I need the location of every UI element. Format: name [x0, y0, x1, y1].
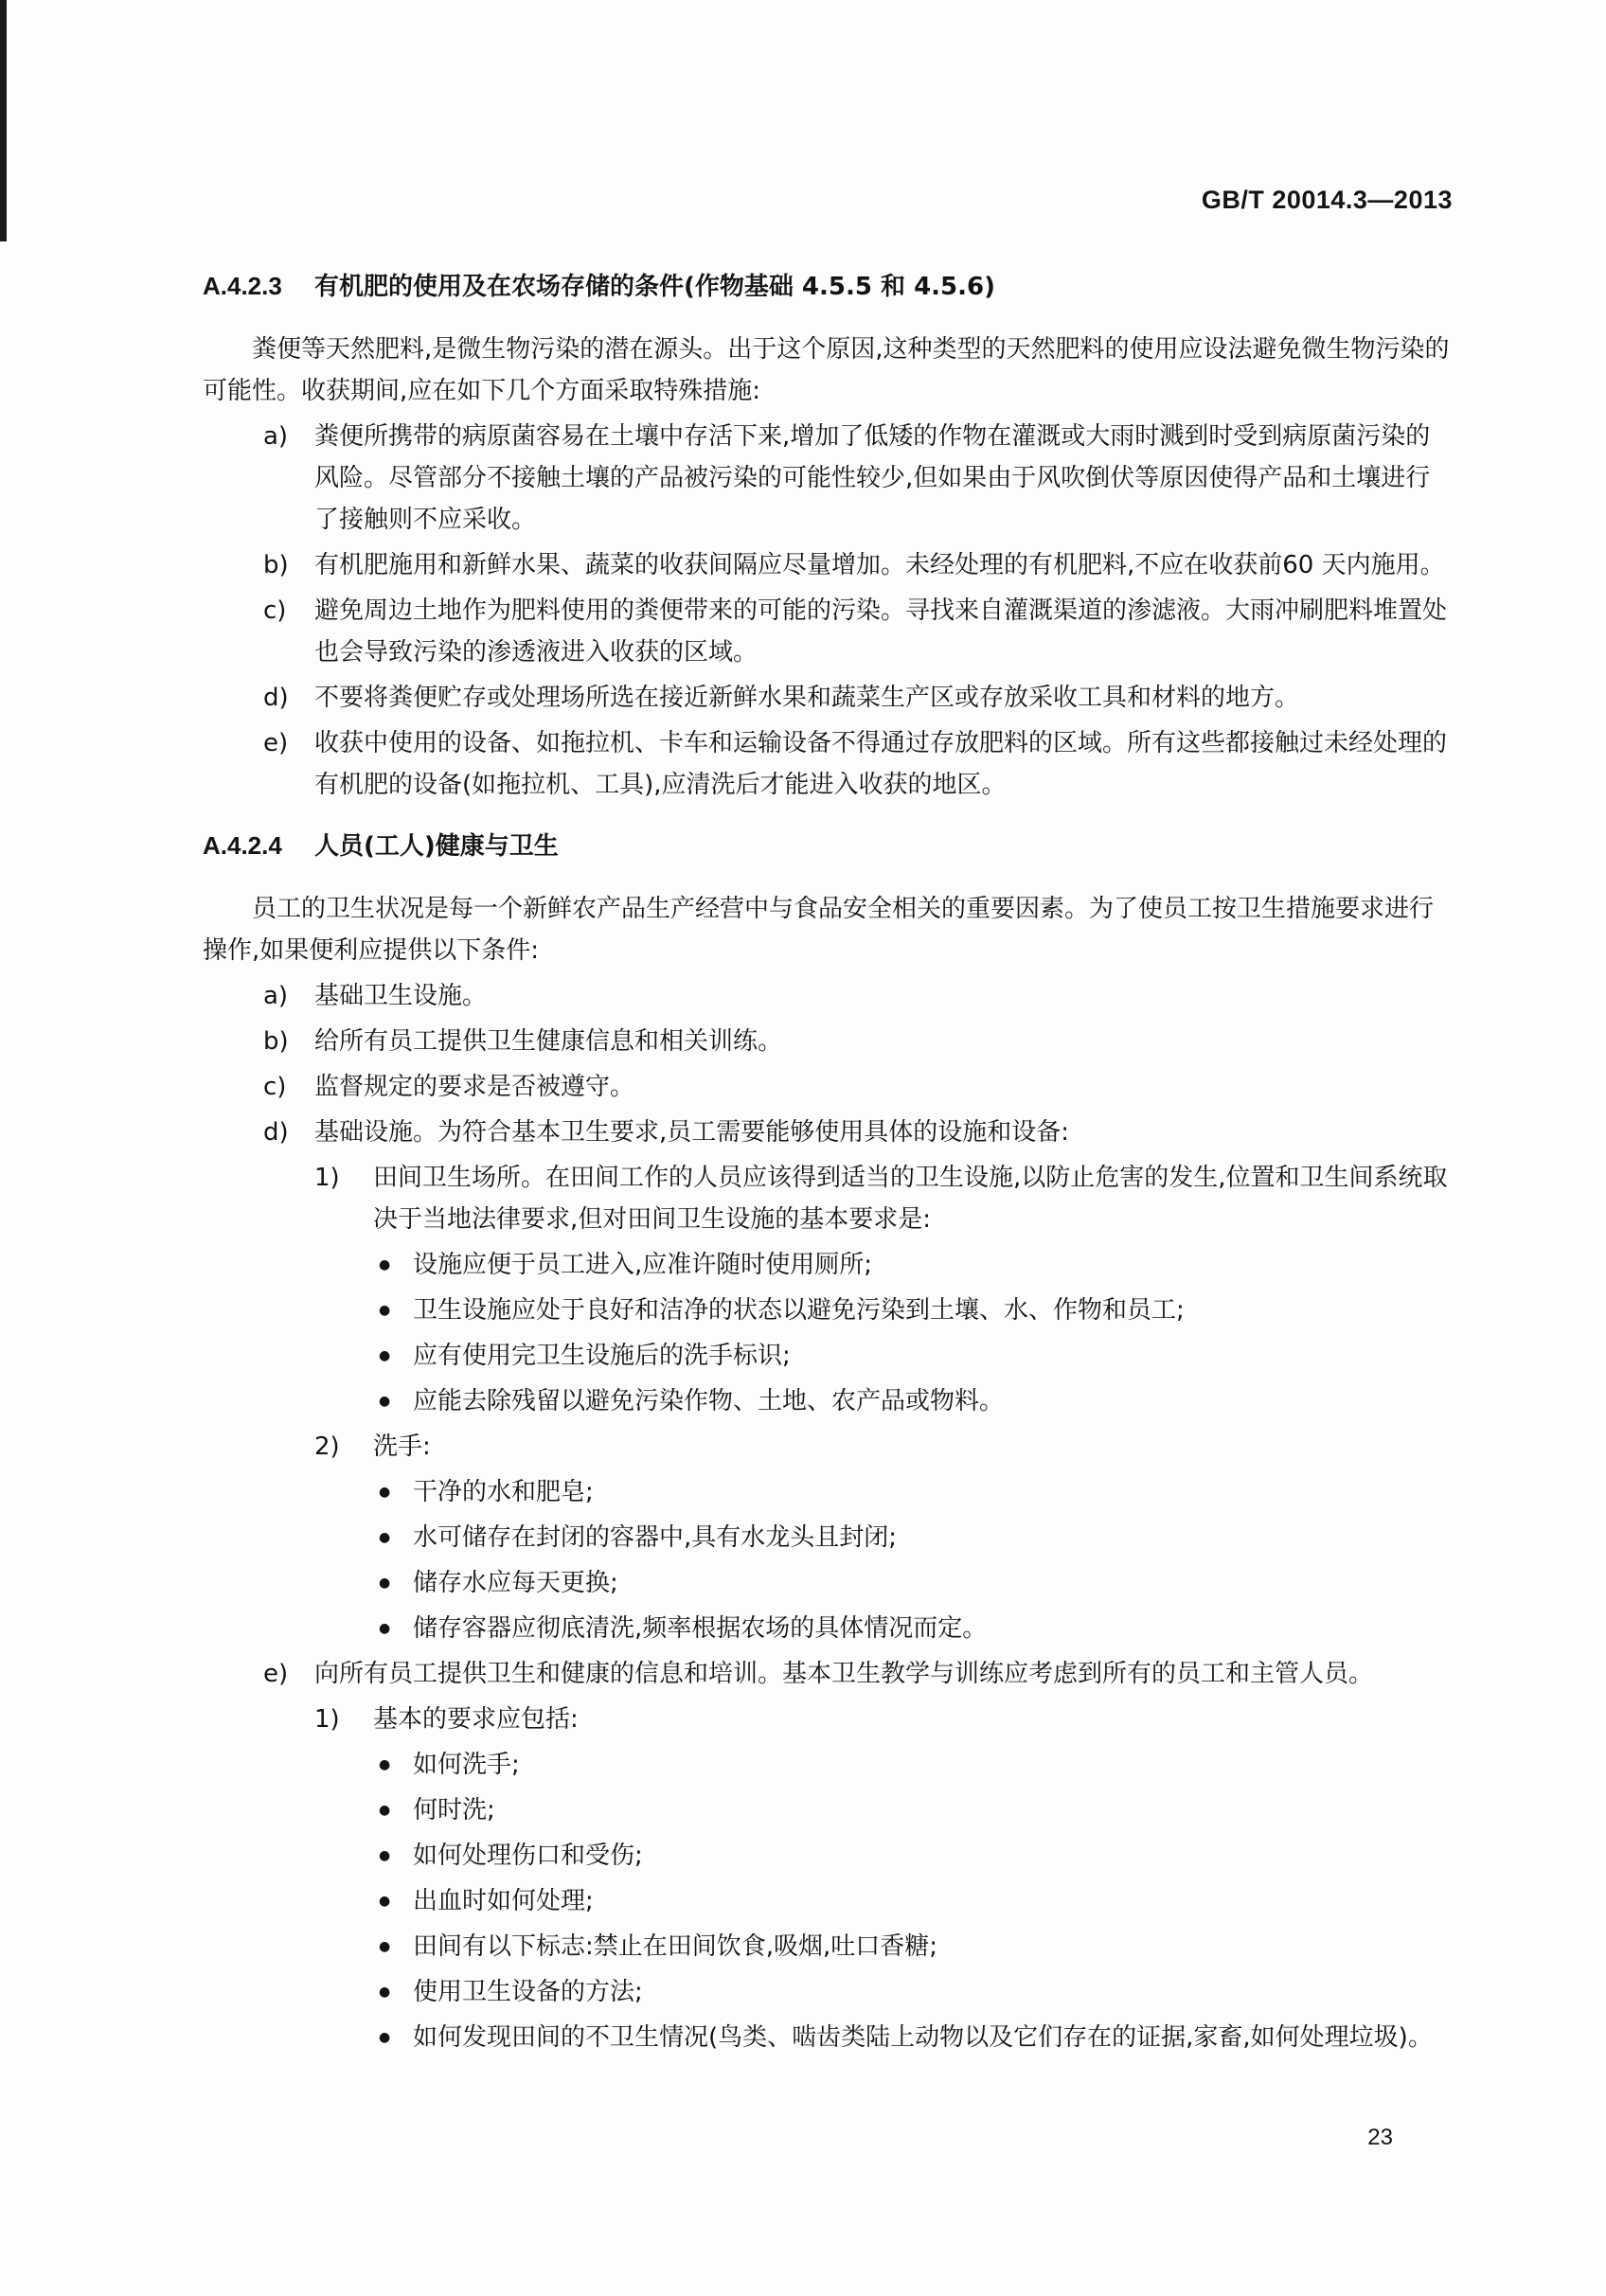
list-item-e — [203, 1653, 1451, 1695]
bullet-text: 应能去除残留以避免污染作物、土地、农产品或物料。 — [413, 1387, 1005, 1415]
list-item-text: 收获中使用的设备、如拖拉机、卡车和运输设备不得通过存放肥料的区域。所有这些都接触过未经处理的有机肥的设备(如拖拉机、工具),应清洗后才能进入收获的地区。 — [314, 729, 1448, 799]
bullet-icon: ● — [379, 1939, 391, 1954]
bullet-icon: ● — [379, 1894, 391, 1909]
section-number: A.4.2.3 — [203, 272, 282, 300]
standard-code: GB/T 20014.3—2013 — [1201, 186, 1453, 214]
bullet-item — [203, 1335, 1451, 1377]
bullet-icon: ● — [379, 1303, 391, 1318]
bullet-text: 储存水应每天更换; — [413, 1569, 618, 1597]
bullet-text: 使用卫生设备的方法; — [413, 1978, 643, 2006]
list-item-c — [203, 590, 1451, 673]
bullet-text: 如何处理伤口和受伤; — [413, 1842, 643, 1870]
bullet-text: 储存容器应彻底清洗,频率根据农场的具体情况而定。 — [413, 1614, 988, 1643]
list-item-text: 避免周边土地作为肥料使用的粪便带来的可能的污染。寻找来自灌溉渠道的渗滤液。大雨冲刷肥料堆置处也会导致污染的渗透液进入收获的区域。 — [314, 596, 1448, 667]
bullet-icon: ● — [379, 1803, 391, 1818]
list-item-c — [203, 1066, 1451, 1108]
bullet-item — [203, 1835, 1451, 1877]
section-number: A.4.2.4 — [203, 831, 282, 860]
bullet-item — [203, 2017, 1451, 2058]
bullet-item — [203, 1290, 1451, 1331]
list-marker: d) — [263, 684, 289, 712]
bullet-icon: ● — [379, 1621, 391, 1636]
bullet-text: 水可储存在封闭的容器中,具有水龙头且封闭; — [413, 1523, 898, 1552]
scan-edge-mark — [0, 0, 7, 241]
bullet-item — [203, 1789, 1451, 1831]
list-item-text: 给所有员工提供卫生健康信息和相关训练。 — [314, 1027, 783, 1056]
bullet-icon: ● — [379, 1394, 391, 1409]
list-marker: 1) — [314, 1164, 340, 1192]
bullet-text: 田间有以下标志:禁止在田间饮食,吸烟,吐口香糖; — [413, 1932, 938, 1961]
list-item-d — [203, 1112, 1451, 1153]
bullet-item — [203, 1244, 1451, 1286]
bullet-item — [203, 1562, 1451, 1604]
list-item-e — [203, 722, 1451, 806]
bullet-text: 何时洗; — [413, 1796, 495, 1824]
bullet-icon: ● — [379, 1985, 391, 2000]
bullet-item — [203, 1971, 1451, 2013]
list-item-text: 基础设施。为符合基本卫生要求,员工需要能够使用具体的设施和设备: — [314, 1118, 1070, 1147]
bullet-text: 干净的水和肥皂; — [413, 1478, 594, 1506]
list-item-text: 监督规定的要求是否被遵守。 — [314, 1073, 635, 1101]
page-number: 23 — [1367, 2125, 1393, 2150]
list-marker: d) — [263, 1118, 289, 1147]
list-item-b — [203, 544, 1451, 586]
sub-item-1 — [203, 1699, 1451, 1740]
bullet-icon: ● — [379, 1757, 391, 1772]
bullet-icon: ● — [379, 1575, 391, 1591]
sub-item-2 — [203, 1426, 1451, 1468]
list-marker: b) — [263, 1027, 289, 1056]
bullet-text: 如何发现田间的不卫生情况(鸟类、啮齿类陆上动物以及它们存在的证据,家畜,如何处理垃圾)。 — [413, 2023, 1433, 2052]
section-intro: 员工的卫生状况是每一个新鲜农产品生产经营中与食品安全相关的重要因素。为了使员工按卫生措施要求进行操作,如果便利应提供以下条件: — [203, 895, 1435, 965]
bullet-icon: ● — [379, 2030, 391, 2045]
list-marker: e) — [263, 729, 289, 757]
list-marker: c) — [263, 1073, 287, 1101]
list-item-d — [203, 677, 1451, 719]
bullet-icon: ● — [379, 1530, 391, 1545]
bullet-item — [203, 1744, 1451, 1786]
bullet-icon: ● — [379, 1485, 391, 1500]
list-item-text: 粪便所携带的病原菌容易在土壤中存活下来,增加了低矮的作物在灌溉或大雨时溅到时受到病原菌污染的风险。尽管部分不接触土壤的产品被污染的可能性较少,但如果由于风吹倒伏等原因使得产品和土壤进行了接触则不应采收。 — [314, 422, 1431, 534]
list-marker: a) — [263, 422, 289, 451]
list-item-b — [203, 1021, 1451, 1062]
list-item-text: 田间卫生场所。在田间工作的人员应该得到适当的卫生设施,以防止危害的发生,位置和卫生间系统取决于当地法律要求,但对田间卫生设施的基本要求是: — [373, 1164, 1448, 1234]
bullet-text: 设施应便于员工进入,应准许随时使用厕所; — [413, 1251, 873, 1279]
list-item-text: 基础卫生设施。 — [314, 982, 488, 1010]
bullet-text: 如何洗手; — [413, 1751, 520, 1779]
list-marker: b) — [263, 551, 289, 579]
document-body — [203, 265, 1451, 2062]
section-heading-a4223 — [203, 265, 1451, 308]
bullet-text: 应有使用完卫生设施后的洗手标识; — [413, 1342, 791, 1370]
bullet-item — [203, 1926, 1451, 1967]
list-marker: 2) — [314, 1433, 340, 1461]
list-item-a — [203, 416, 1451, 541]
list-item-text: 向所有员工提供卫生和健康的信息和培训。基本卫生教学与训练应考虑到所有的员工和主管人员。 — [314, 1660, 1374, 1688]
list-item-text: 洗手: — [373, 1433, 431, 1461]
sub-item-1 — [203, 1157, 1451, 1240]
bullet-item — [203, 1471, 1451, 1513]
bullet-item — [203, 1608, 1451, 1649]
list-marker: a) — [263, 982, 289, 1010]
bullet-item — [203, 1517, 1451, 1558]
section-intro: 粪便等天然肥料,是微生物污染的潜在源头。出于这个原因,这种类型的天然肥料的使用应设法避免微生物污染的可能性。收获期间,应在如下几个方面采取特殊措施: — [203, 335, 1450, 405]
section-title: 人员(工人)健康与卫生 — [314, 832, 559, 861]
list-item-text: 不要将粪便贮存或处理场所选在接近新鲜水果和蔬菜生产区或存放采收工具和材料的地方。 — [314, 684, 1300, 712]
bullet-item — [203, 1380, 1451, 1422]
bullet-icon: ● — [379, 1257, 391, 1273]
bullet-item — [203, 1880, 1451, 1922]
list-item-a — [203, 975, 1451, 1017]
list-item-text: 基本的要求应包括: — [373, 1705, 579, 1734]
section-heading-a4224 — [203, 825, 1451, 867]
list-marker: e) — [263, 1660, 289, 1688]
bullet-text: 卫生设施应处于良好和洁净的状态以避免污染到土壤、水、作物和员工; — [413, 1296, 1185, 1325]
bullet-icon: ● — [379, 1848, 391, 1863]
list-marker: 1) — [314, 1705, 340, 1734]
list-item-text: 有机肥施用和新鲜水果、蔬菜的收获间隔应尽量增加。未经处理的有机肥料,不应在收获前60 天内施用。 — [314, 551, 1445, 579]
section-title: 有机肥的使用及在农场存储的条件(作物基础 4.5.5 和 4.5.6) — [314, 273, 995, 301]
list-marker: c) — [263, 596, 287, 625]
bullet-icon: ● — [379, 1348, 391, 1363]
bullet-text: 出血时如何处理; — [413, 1887, 594, 1915]
